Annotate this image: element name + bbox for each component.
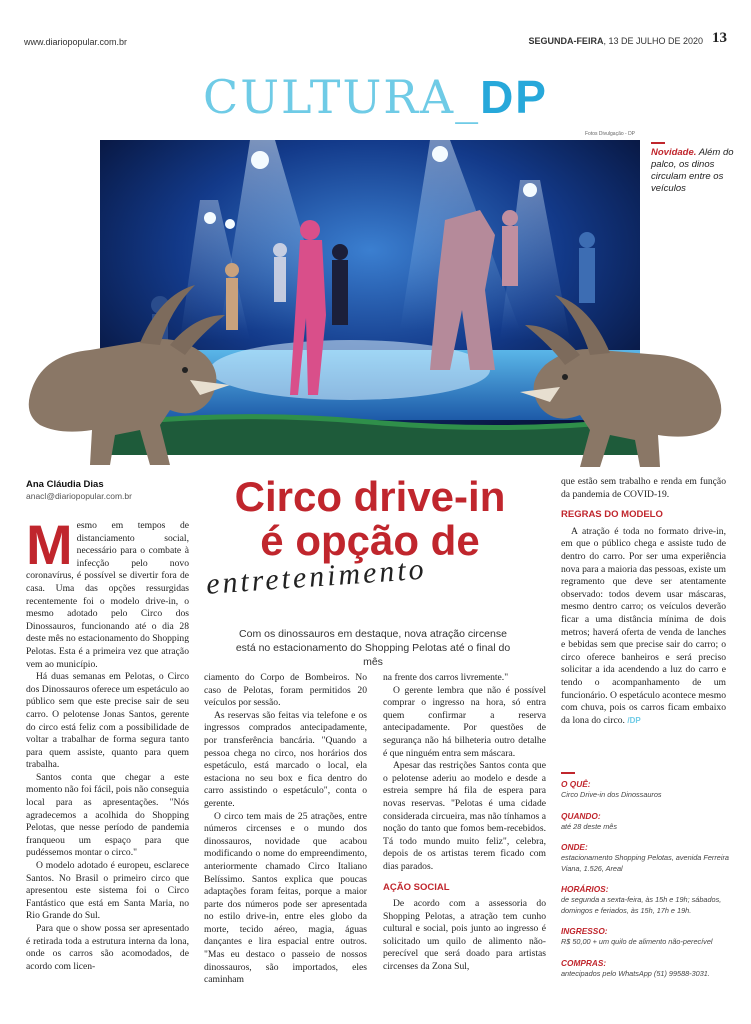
section-title-part1: CULTURA_	[203, 70, 481, 124]
article-column-4	[561, 476, 726, 727]
page-number: 13	[712, 30, 727, 46]
signature: /DP	[627, 715, 641, 725]
info-value: R$ 50,00 + um quilo de alimento não-perecível	[561, 937, 713, 946]
info-value: de segunda a sexta-feira, às 15h e 19h; sábados, domingos e feriados, às 15h, 17h e 19h.	[561, 895, 722, 915]
dek: Com os dinossauros em destaque, nova atração circense está no estacionamento do Shopping Pelotas até o final do mês	[235, 628, 511, 668]
dinosaur-icon	[20, 285, 230, 470]
article-column-2	[204, 672, 367, 987]
subhead-regras: REGRAS DO MODELO	[561, 509, 663, 521]
paragraph: ciamento do Corpo de Bombeiros. No caso de Pelotas, foram permitidos 20 veículos por sessão.	[204, 672, 367, 709]
info-value: Circo Drive-in dos Dinossauros	[561, 790, 662, 799]
info-label: ONDE:	[561, 842, 588, 852]
section-title-part2: DP	[480, 71, 548, 123]
paragraph: O gerente lembra que não é possível comprar o ingresso na hora, só entra quem confirmar a reserva antecipadamente. Por questões de segurança não há bilheteria outro detalhe é que ninguém entra sem máscara.	[383, 684, 546, 759]
info-item	[561, 772, 731, 801]
subhead-acao-social: AÇÃO SOCIAL	[383, 881, 450, 893]
drop-cap: M	[26, 513, 73, 576]
paragraph: Há duas semanas em Pelotas, o Circo dos Dinossauros oferece um espetáculo ao público sem que este precise sair de seu carro. O pelotense Jonas Santos, gerente do circo está feliz com a possibilidade de voltar a trabalhar de forma segura tanto para quem assiste, quanto para quem trabalha.	[26, 671, 189, 771]
site-url: www.diariopopular.com.br	[24, 37, 128, 47]
info-item	[561, 884, 731, 916]
paragraph: As reservas são feitas via telefone e os ingressos comprados antecipadamente, por transferência bancária. "Quando a pessoa chega no circo, nos horários dos espetáculo, está marcado o local, ela estaciona no seu box e fica dentro do carro assistindo o espetáculo", conta o gerente.	[204, 709, 367, 809]
triceratops-right	[515, 295, 730, 474]
author-name: Ana Cláudia Dias	[26, 479, 104, 490]
headline-line2: é opção de	[260, 517, 480, 564]
article-column-1	[26, 513, 189, 973]
info-item	[561, 811, 731, 833]
paragraph: Apesar das restrições Santos conta que o pelotense aderiu ao modelo e desde a estreia sempre há fila de espera para novas reservas. "Pelotas é uma cidade considerada circueira, mas não tínhamos a noção do tanto que fomos bem-recebidos. Tá todo mundo muito feliz", celebra, depois de os artistas terem ficado com dias parados.	[383, 760, 546, 872]
info-label: COMPRAS:	[561, 957, 607, 968]
dinosaur-icon	[515, 295, 730, 470]
author-email: anacl@diariopopular.com.br	[26, 491, 132, 501]
info-label: INGRESSO:	[561, 926, 608, 936]
headline	[190, 475, 550, 563]
caption-rule	[651, 142, 665, 144]
triceratops-left	[20, 285, 230, 474]
caption-text: Além do palco, os dinos circulam entre os veículos	[651, 147, 734, 194]
issue-date	[528, 36, 703, 46]
paragraph: O circo tem mais de 25 atrações, entre números circenses e o mundo dos dinossauros, novidade que acabou modificando o nome do empreendimento, anteriormente chamado Circo Italiano Belíssimo. Santos explica que poucas adaptações foram feitas, porque a maior parte dos números pode ser apresentada no estilo drive-in, entre eles globo da morte, tecido aéreo, magia, águas dançantes e lira espacial entre outros. "Mas eu destaco o passeio de nossos dinossauros, são importados, eles caminham	[204, 810, 367, 986]
info-label: O QUÊ:	[561, 779, 591, 789]
info-label: HORÁRIOS:	[561, 884, 609, 894]
info-item	[561, 926, 731, 948]
weekday: SEGUNDA-FEIRA	[528, 36, 604, 46]
article-column-3	[383, 672, 546, 974]
date: , 13 DE JULHO DE 2020	[603, 36, 703, 46]
info-value: até 28 deste mês	[561, 821, 617, 831]
info-label: QUANDO:	[561, 810, 601, 821]
info-item	[561, 842, 731, 874]
info-item	[561, 958, 731, 980]
info-value: estacionamento Shopping Pelotas, avenida Ferreira Viana, 1.526, Areal	[561, 853, 729, 873]
paragraph	[561, 526, 726, 728]
paragraph: que estão sem trabalho e renda em função da pandemia de COVID-19.	[561, 476, 726, 500]
paragraph-text: A atração é toda no formato drive-in, em que o público chega e assiste tudo de dentro do carro. Por ser uma experiência nova para a maioria das pessoas, existe um regramento que deve ser atentamente observado: todos devem usar máscaras, mesmo dentro carro; os veículos deverão ficar a uma distância mínima de dois metros; haverá oferta de venda de lanches e bebidas sem que precise sair do carro; o circo oferece banheiros e será preciso solicitar a ida acendendo a luz do carro e tendo o acompanhamento de um funcionário. O espetáculo acontece mesmo com chuva, pois os carros ficam embaixo da lona do circo.	[561, 525, 726, 726]
info-box	[561, 772, 731, 989]
paragraph: O modelo adotado é europeu, esclarece Santos. No Brasil o primeiro circo que apresentou este sistema foi o Circo Fantástico que está em Santa Maria, no Rio Grande do Sul.	[26, 860, 189, 922]
paragraph: Santos conta que chegar a este momento não foi fácil, pois não conseguia local para as apresentações. "Nós agradecemos a acolhida do Shopping Pelotas, que nesse período de pandemia franqueou um espaço para que pudéssemos montar o circo."	[26, 771, 189, 859]
photo-credit: Fotos Divulgação - DP	[585, 131, 636, 137]
section-title	[0, 72, 751, 122]
caption-lead: Novidade.	[651, 147, 697, 158]
paragraph: Para que o show possa ser apresentado é retirada toda a estrutura interna da lona, onde os carros são acomodados, de acordo com licen-	[26, 923, 189, 972]
paragraph: De acordo com a assessoria do Shopping Pelotas, a atração tem cunho cultural e social, pois junto ao ingresso é solicitado um quilo de alimento não-perecível que será doado para artistas circenses da Zona Sul,	[383, 898, 546, 973]
info-value: antecipados pelo WhatsApp (51) 99588-3031.	[561, 968, 710, 978]
paragraph: na frente dos carros livremente."	[383, 672, 509, 683]
headline-script: entretenimento	[205, 552, 428, 601]
photo-caption	[651, 147, 747, 195]
headline-line1: Circo drive-in	[234, 473, 506, 520]
paragraph: esmo em tempos de distanciamento social, necessário para o combate à infecção pelo novo coronavírus, é possível se divertir fora de casa. Uma das opções ressurgidas recentemente foi o modelo drive-in, o mesmo adotado pelo Circo dos Dinossauros, funcionando até o dia 28 deste mês no estacionamento do Shopping Pelotas. Esta é a primeira vez que atração vem ao município.	[26, 520, 189, 670]
